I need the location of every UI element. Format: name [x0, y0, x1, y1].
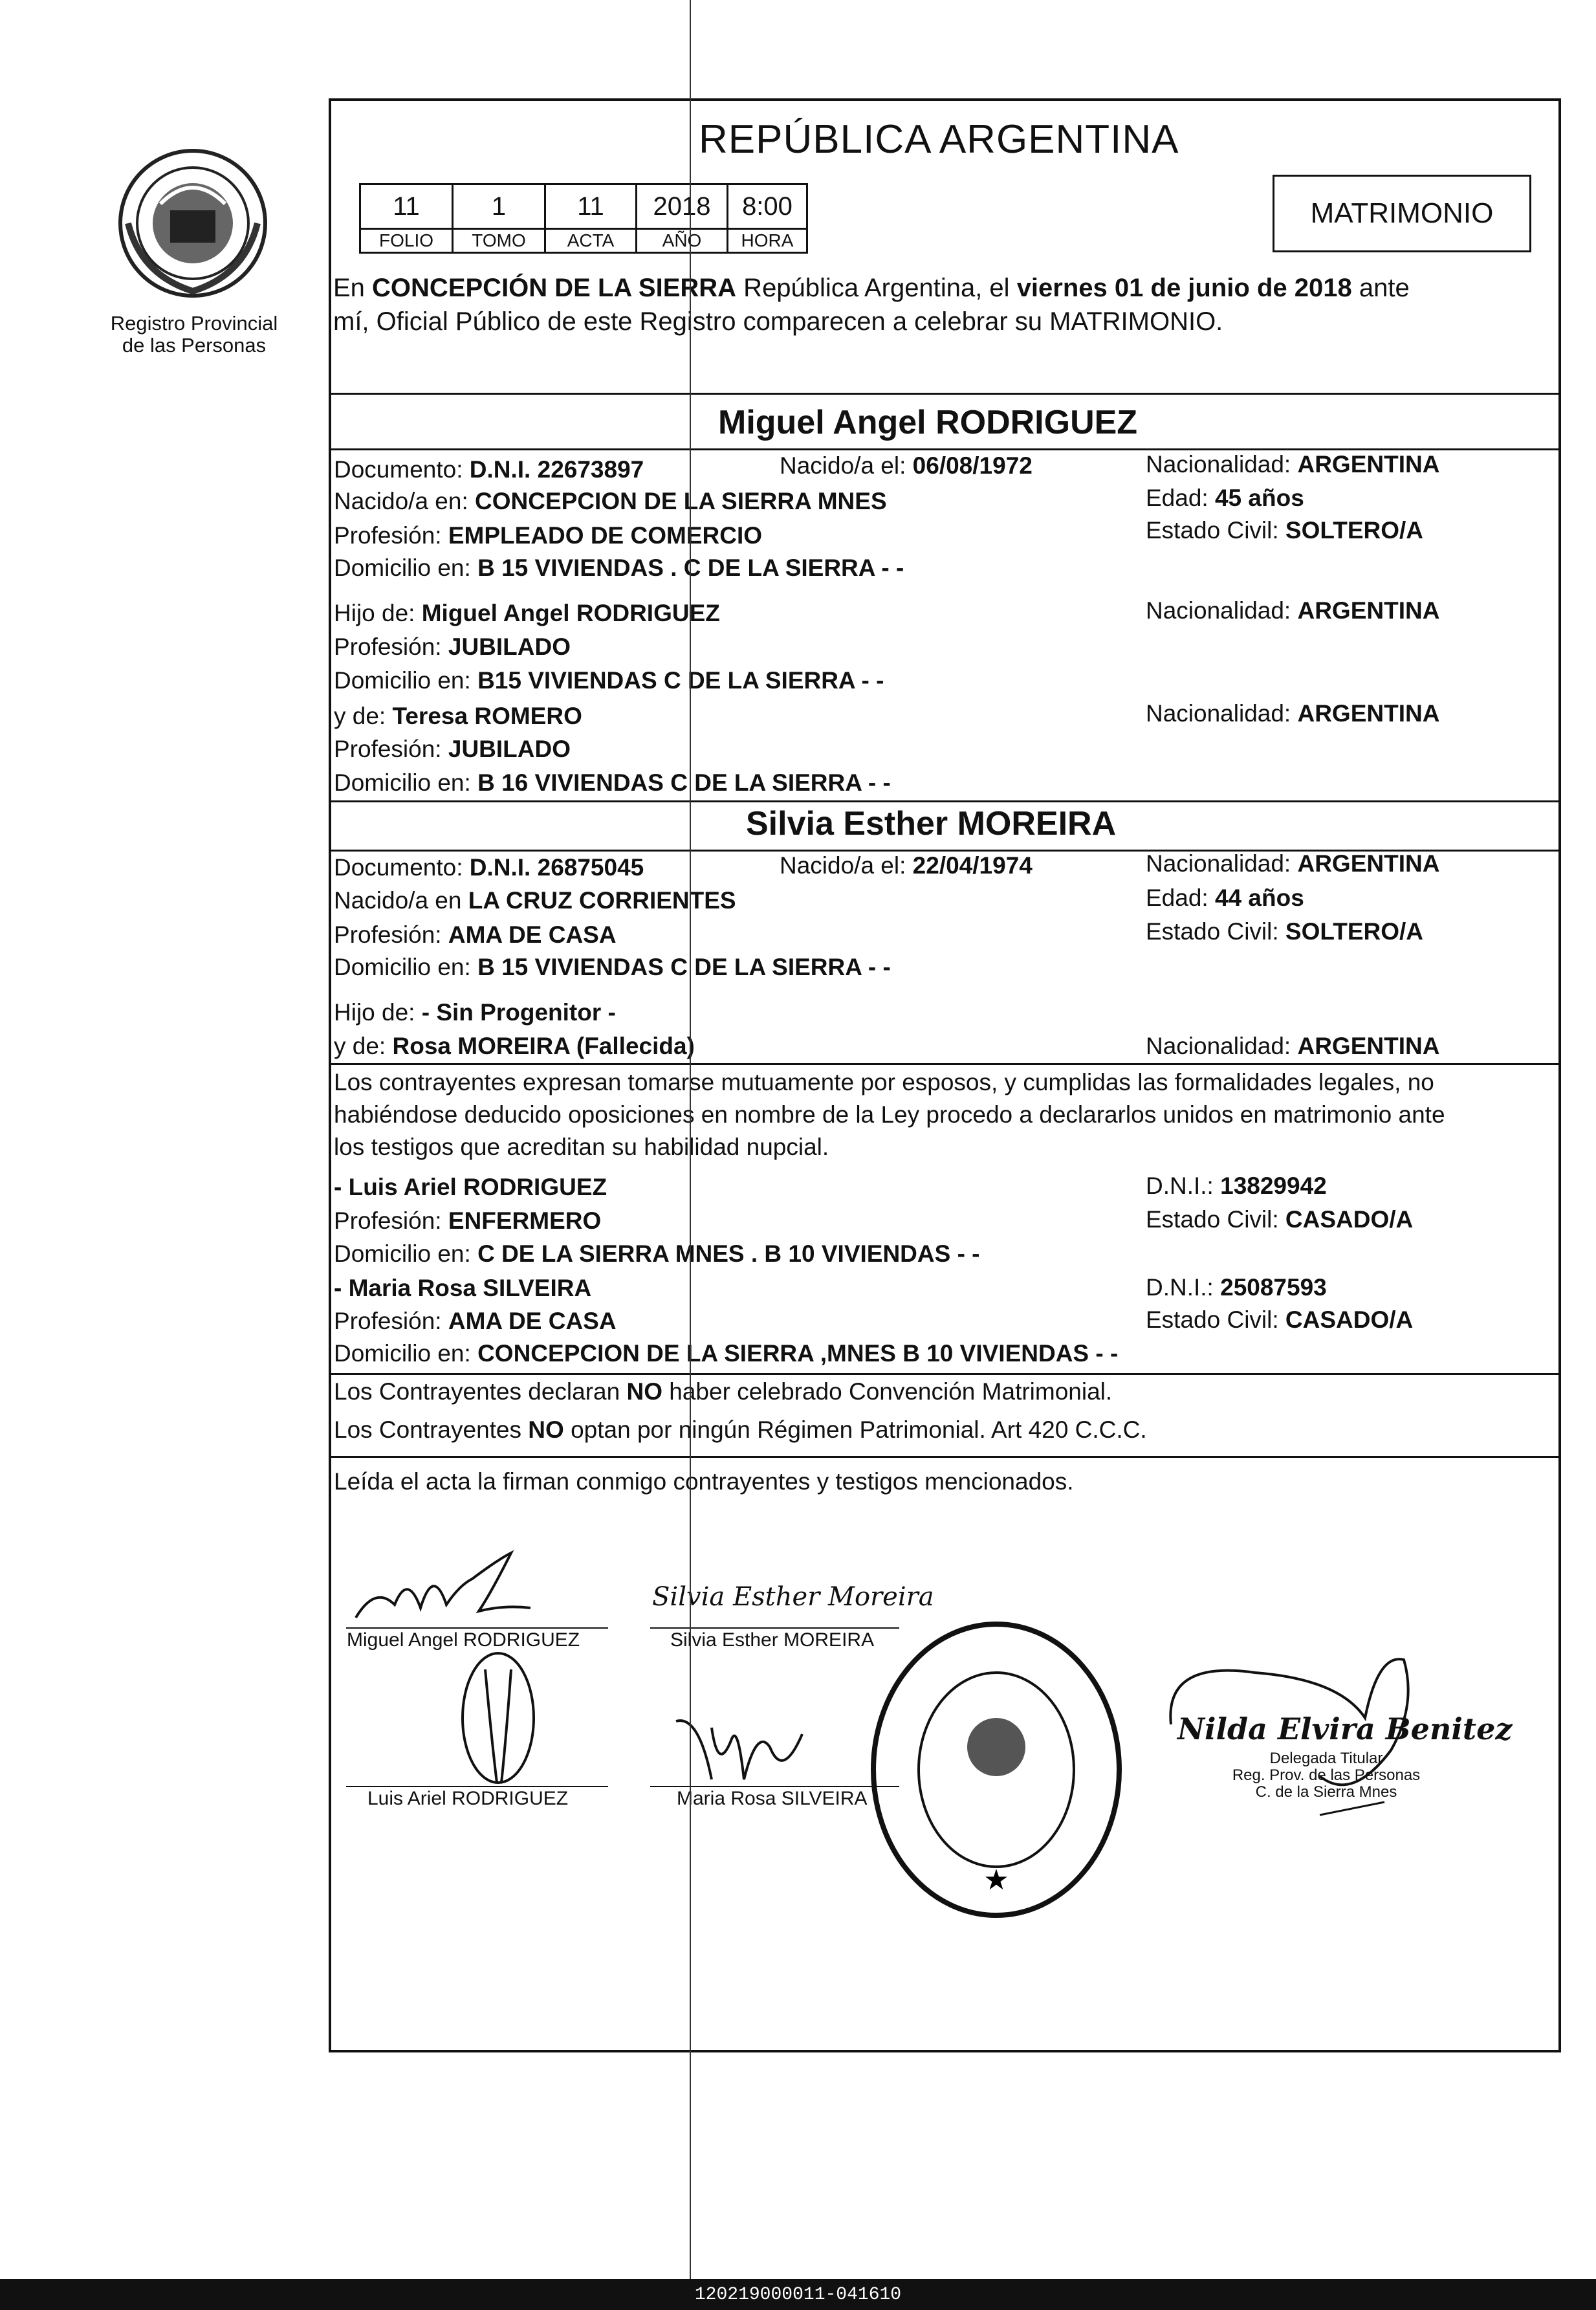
spouse1-mother-domicilio: Domicilio en: B 16 VIVIENDAS C DE LA SIERRA - - [334, 769, 891, 796]
intro-line2: mí, Oficial Público de este Registro comparecen a celebrar su MATRIMONIO. [333, 307, 1223, 336]
spouse2-mother: y de: Rosa MOREIRA (Fallecida) [334, 1033, 695, 1059]
scan-fold-line [690, 0, 691, 2279]
barcode-footer: 120219000011-041610 [0, 2279, 1596, 2310]
spouse2-mother-nacionalidad: Nacionalidad: ARGENTINA [1146, 1033, 1440, 1059]
spouse1-nacido-en: Nacido/a en: CONCEPCION DE LA SIERRA MNES [334, 488, 887, 514]
declaration-line1: Los contrayentes expresan tomarse mutuamente por esposos, y cumplidas las formalidades legales, no [334, 1069, 1434, 1095]
spouse1-mother-nacionalidad: Nacionalidad: ARGENTINA [1146, 700, 1440, 727]
signature-line [650, 1627, 899, 1629]
witness2-domicilio: Domicilio en: CONCEPCION DE LA SIERRA ,MNES B 10 VIVIENDAS - - [334, 1340, 1119, 1367]
witness1-dni: D.N.I.: 13829942 [1146, 1172, 1327, 1199]
registry-name [97, 313, 291, 357]
spouse2-father: Hijo de: - Sin Progenitor - [334, 999, 616, 1026]
divider [329, 448, 1561, 450]
record-type-box: MATRIMONIO [1273, 175, 1531, 252]
intro-date: viernes 01 de junio de 2018 [1016, 274, 1352, 302]
registry-logo [115, 146, 270, 301]
registry-name-line2: de las Personas [122, 334, 267, 357]
intro-place: CONCEPCIÓN DE LA SIERRA [372, 274, 737, 302]
signature-label-maria: Maria Rosa SILVEIRA [677, 1788, 868, 1809]
witness1-profesion: Profesión: ENFERMERO [334, 1207, 602, 1234]
declaration-line3: los testigos que acreditan su habilidad nupcial. [334, 1134, 829, 1160]
spouse1-documento: Documento: D.N.I. 22673897 [334, 456, 644, 483]
signature-maria [673, 1708, 815, 1786]
hora-value: 8:00 [728, 184, 807, 229]
tomo-value: 1 [453, 184, 545, 229]
spouse1-mother: y de: Teresa ROMERO [334, 703, 582, 729]
spouse2-edad: Edad: 44 años [1146, 885, 1304, 911]
convention-line1: Los Contrayentes declaran NO haber celebrado Convención Matrimonial. [334, 1378, 1113, 1405]
spouse2-name: Silvia Esther MOREIRA [746, 805, 1117, 842]
witness2-name: - Maria Rosa SILVEIRA [334, 1275, 592, 1301]
spouse1-edad: Edad: 45 años [1146, 485, 1304, 511]
anio-label: AÑO [637, 229, 728, 253]
spouse2-profesion: Profesión: AMA DE CASA [334, 921, 617, 948]
spouse1-mother-profesion: Profesión: JUBILADO [334, 736, 571, 762]
convention-line2: Los Contrayentes NO optan por ningún Régimen Patrimonial. Art 420 C.C.C. [334, 1416, 1147, 1443]
official-title-line2: Reg. Prov. de las Personas [1232, 1766, 1421, 1784]
witness2-profesion: Profesión: AMA DE CASA [334, 1308, 617, 1334]
signature-label-miguel: Miguel Angel RODRIGUEZ [347, 1629, 580, 1651]
spouse2-nacido-en: Nacido/a en LA CRUZ CORRIENTES [334, 887, 736, 914]
country-title: REPÚBLICA ARGENTINA [699, 117, 1179, 162]
official-title-line1: Delegada Titular [1269, 1750, 1383, 1767]
witness2-dni: D.N.I.: 25087593 [1146, 1274, 1327, 1301]
registry-name-line1: Registro Provincial [110, 312, 278, 335]
tomo-label: TOMO [453, 229, 545, 253]
divider [329, 1456, 1561, 1458]
province-seal-icon [115, 146, 270, 301]
spouse1-estado-civil: Estado Civil: SOLTERO/A [1146, 517, 1424, 544]
registry-fields-table [359, 183, 808, 254]
spouse2-domicilio: Domicilio en: B 15 VIVIENDAS C DE LA SIERRA - - [334, 954, 891, 980]
divider [329, 1373, 1561, 1375]
signature-miguel [349, 1546, 537, 1631]
divider [329, 393, 1561, 395]
declaration-line2: habiéndose deducido oposiciones en nombre de la Ley procedo a declararlos unidos en matrimonio ante [334, 1101, 1445, 1128]
signature-label-luis: Luis Ariel RODRIGUEZ [367, 1788, 569, 1809]
hora-label: HORA [728, 229, 807, 253]
witness1-name: - Luis Ariel RODRIGUEZ [334, 1174, 607, 1200]
signature-line [346, 1627, 608, 1629]
acta-value: 11 [545, 184, 637, 229]
spouse2-nacionalidad: Nacionalidad: ARGENTINA [1146, 850, 1440, 877]
spouse1-father-domicilio: Domicilio en: B15 VIVIENDAS C DE LA SIERRA - - [334, 667, 884, 694]
spouse1-name: Miguel Angel RODRIGUEZ [718, 404, 1138, 441]
official-signature-text: Nilda Elvira Benitez [1177, 1711, 1513, 1746]
folio-label: FOLIO [360, 229, 453, 253]
spouse1-father: Hijo de: Miguel Angel RODRIGUEZ [334, 600, 720, 626]
signature-line [650, 1786, 899, 1787]
spouse1-domicilio: Domicilio en: B 15 VIVIENDAS . C DE LA SIERRA - - [334, 555, 904, 581]
folio-value: 11 [360, 184, 453, 229]
spouse2-nacido-el: Nacido/a el: 22/04/1974 [780, 852, 1033, 879]
signature-line [346, 1786, 608, 1787]
acta-label: ACTA [545, 229, 637, 253]
anio-value: 2018 [637, 184, 728, 229]
spouse1-profesion: Profesión: EMPLEADO DE COMERCIO [334, 522, 763, 549]
spouse1-nacionalidad: Nacionalidad: ARGENTINA [1146, 451, 1440, 478]
svg-text:★: ★ [983, 1864, 1009, 1896]
spouse2-estado-civil: Estado Civil: SOLTERO/A [1146, 918, 1424, 945]
signature-silvia: Silvia Esther Moreira [652, 1582, 934, 1612]
spouse1-nacido-el: Nacido/a el: 06/08/1972 [780, 452, 1033, 479]
witness2-estado-civil: Estado Civil: CASADO/A [1146, 1306, 1414, 1333]
signature-label-silvia: Silvia Esther MOREIRA [670, 1629, 875, 1651]
witness1-domicilio: Domicilio en: C DE LA SIERRA MNES . B 10 VIVIENDAS - - [334, 1240, 980, 1267]
divider [329, 800, 1561, 802]
witness1-estado-civil: Estado Civil: CASADO/A [1146, 1206, 1414, 1233]
official-stamp-icon [867, 1618, 1126, 1922]
divider [329, 1063, 1561, 1065]
spouse1-father-nacionalidad: Nacionalidad: ARGENTINA [1146, 597, 1440, 624]
spouse2-documento: Documento: D.N.I. 26875045 [334, 854, 644, 881]
official-title-line3: C. de la Sierra Mnes [1255, 1783, 1397, 1801]
official-title [1203, 1750, 1449, 1801]
signature-luis [446, 1644, 550, 1792]
intro-line1: En CONCEPCIÓN DE LA SIERRA República Argentina, el viernes 01 de junio de 2018 ante [333, 274, 1410, 302]
closing-statement: Leída el acta la firman conmigo contrayentes y testigos mencionados. [334, 1468, 1074, 1495]
spouse1-father-profesion: Profesión: JUBILADO [334, 633, 571, 660]
